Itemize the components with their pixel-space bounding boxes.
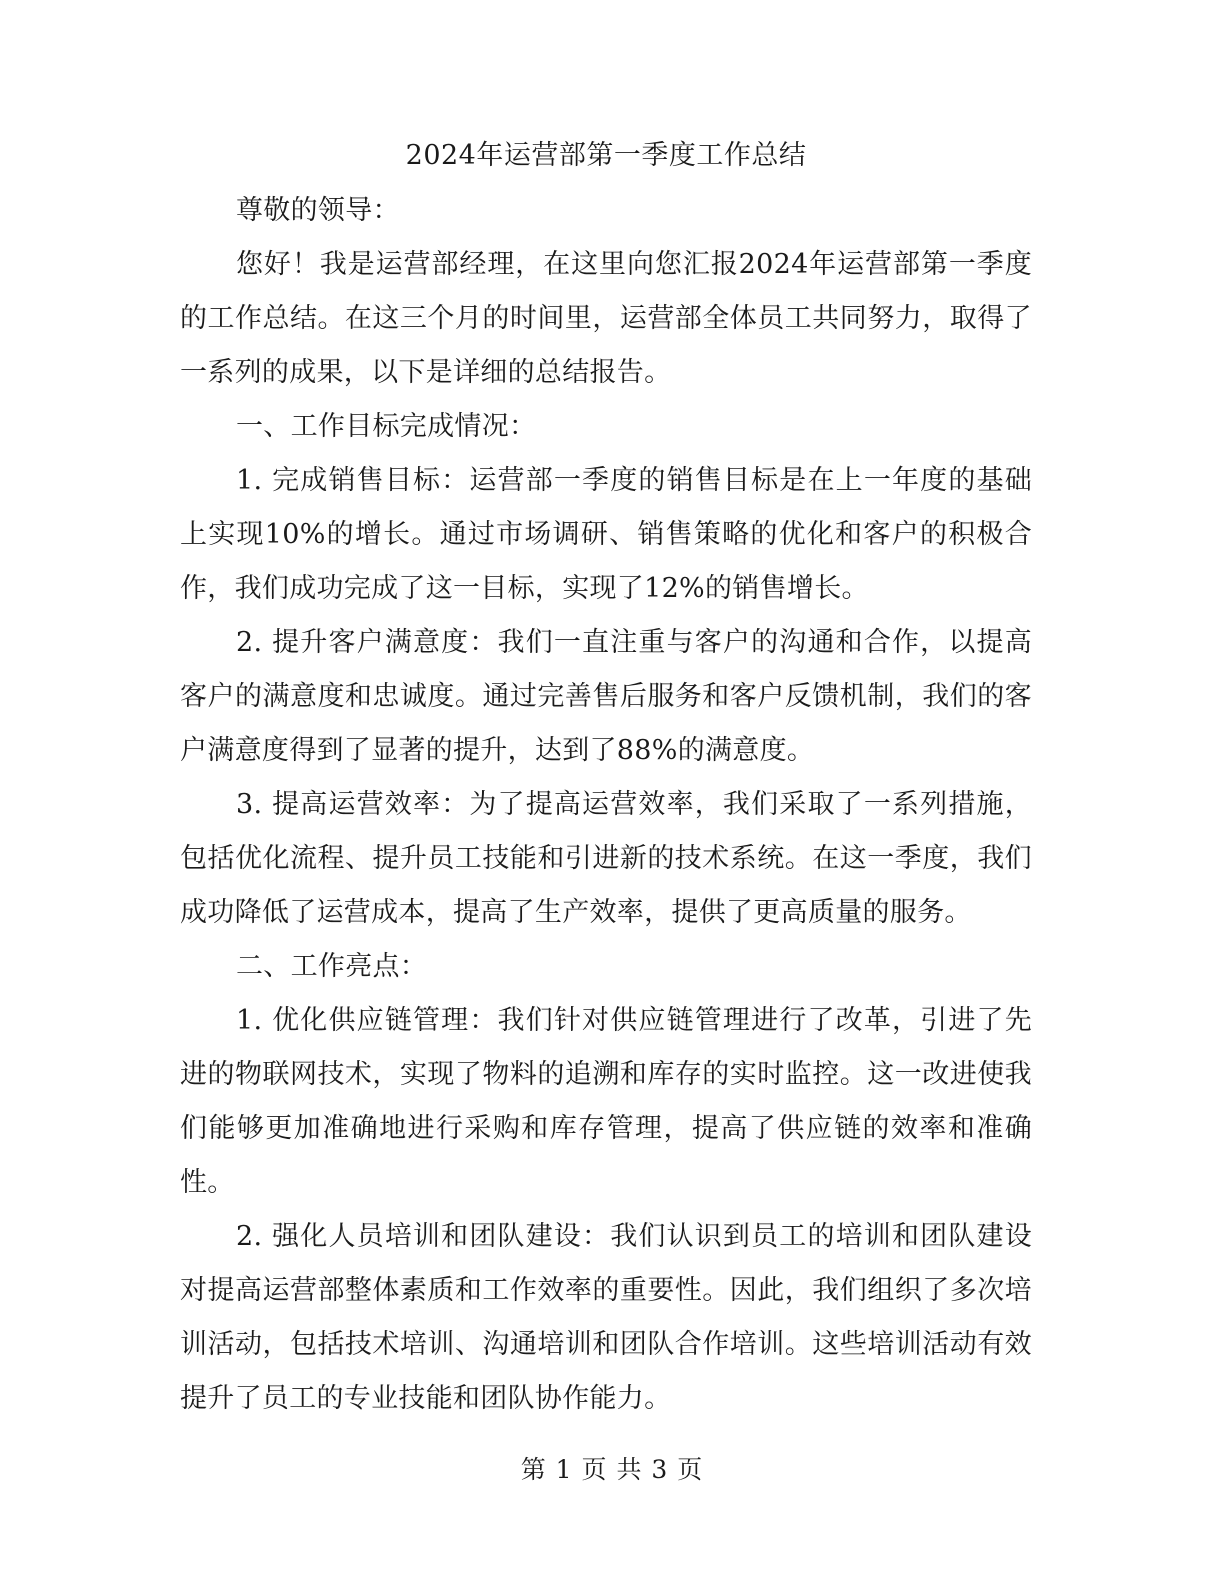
highlight-item-supply-chain: 1. 优化供应链管理：我们针对供应链管理进行了改革，引进了先进的物联网技术，实现了物料的追溯和库存的实时监控。这一改进使我们能够更加准确地进行采购和库存管理，提高了供应链的效率和准确性。 [180, 1005, 1032, 1198]
page-number: 第 1 页 共 3 页 [520, 1455, 704, 1484]
goal-item-sales: 1. 完成销售目标：运营部一季度的销售目标是在上一年度的基础上实现10%的增长。通过市场调研、销售策略的优化和客户的积极合作，我们成功完成了这一目标，实现了12%的销售增长。 [180, 465, 1032, 604]
section-heading-goals: 一、工作目标完成情况： [236, 411, 537, 442]
intro-paragraph: 您好！我是运营部经理，在这里向您汇报2024年运营部第一季度的工作总结。在这三个月的时间里，运营部全体员工共同努力，取得了一系列的成果，以下是详细的总结报告。 [180, 249, 1032, 388]
section-heading-highlights: 二、工作亮点： [236, 951, 428, 982]
document-page [180, 128, 1032, 1426]
goal-item-satisfaction: 2. 提升客户满意度：我们一直注重与客户的沟通和合作，以提高客户的满意度和忠诚度。通过完善售后服务和客户反馈机制，我们的客户满意度得到了显著的提升，达到了88%的满意度。 [180, 627, 1032, 766]
goal-item-efficiency: 3. 提高运营效率：为了提高运营效率，我们采取了一系列措施，包括优化流程、提升员工技能和引进新的技术系统。在这一季度，我们成功降低了运营成本，提高了生产效率，提供了更高质量的服务。 [180, 789, 1032, 928]
document-title: 2024年运营部第一季度工作总结 [405, 140, 807, 171]
salutation: 尊敬的领导： [236, 195, 400, 226]
highlight-item-training: 2. 强化人员培训和团队建设：我们认识到员工的培训和团队建设对提高运营部整体素质和工作效率的重要性。因此，我们组织了多次培训活动，包括技术培训、沟通培训和团队合作培训。这些培训活动有效提升了员工的专业技能和团队协作能力。 [180, 1221, 1032, 1414]
